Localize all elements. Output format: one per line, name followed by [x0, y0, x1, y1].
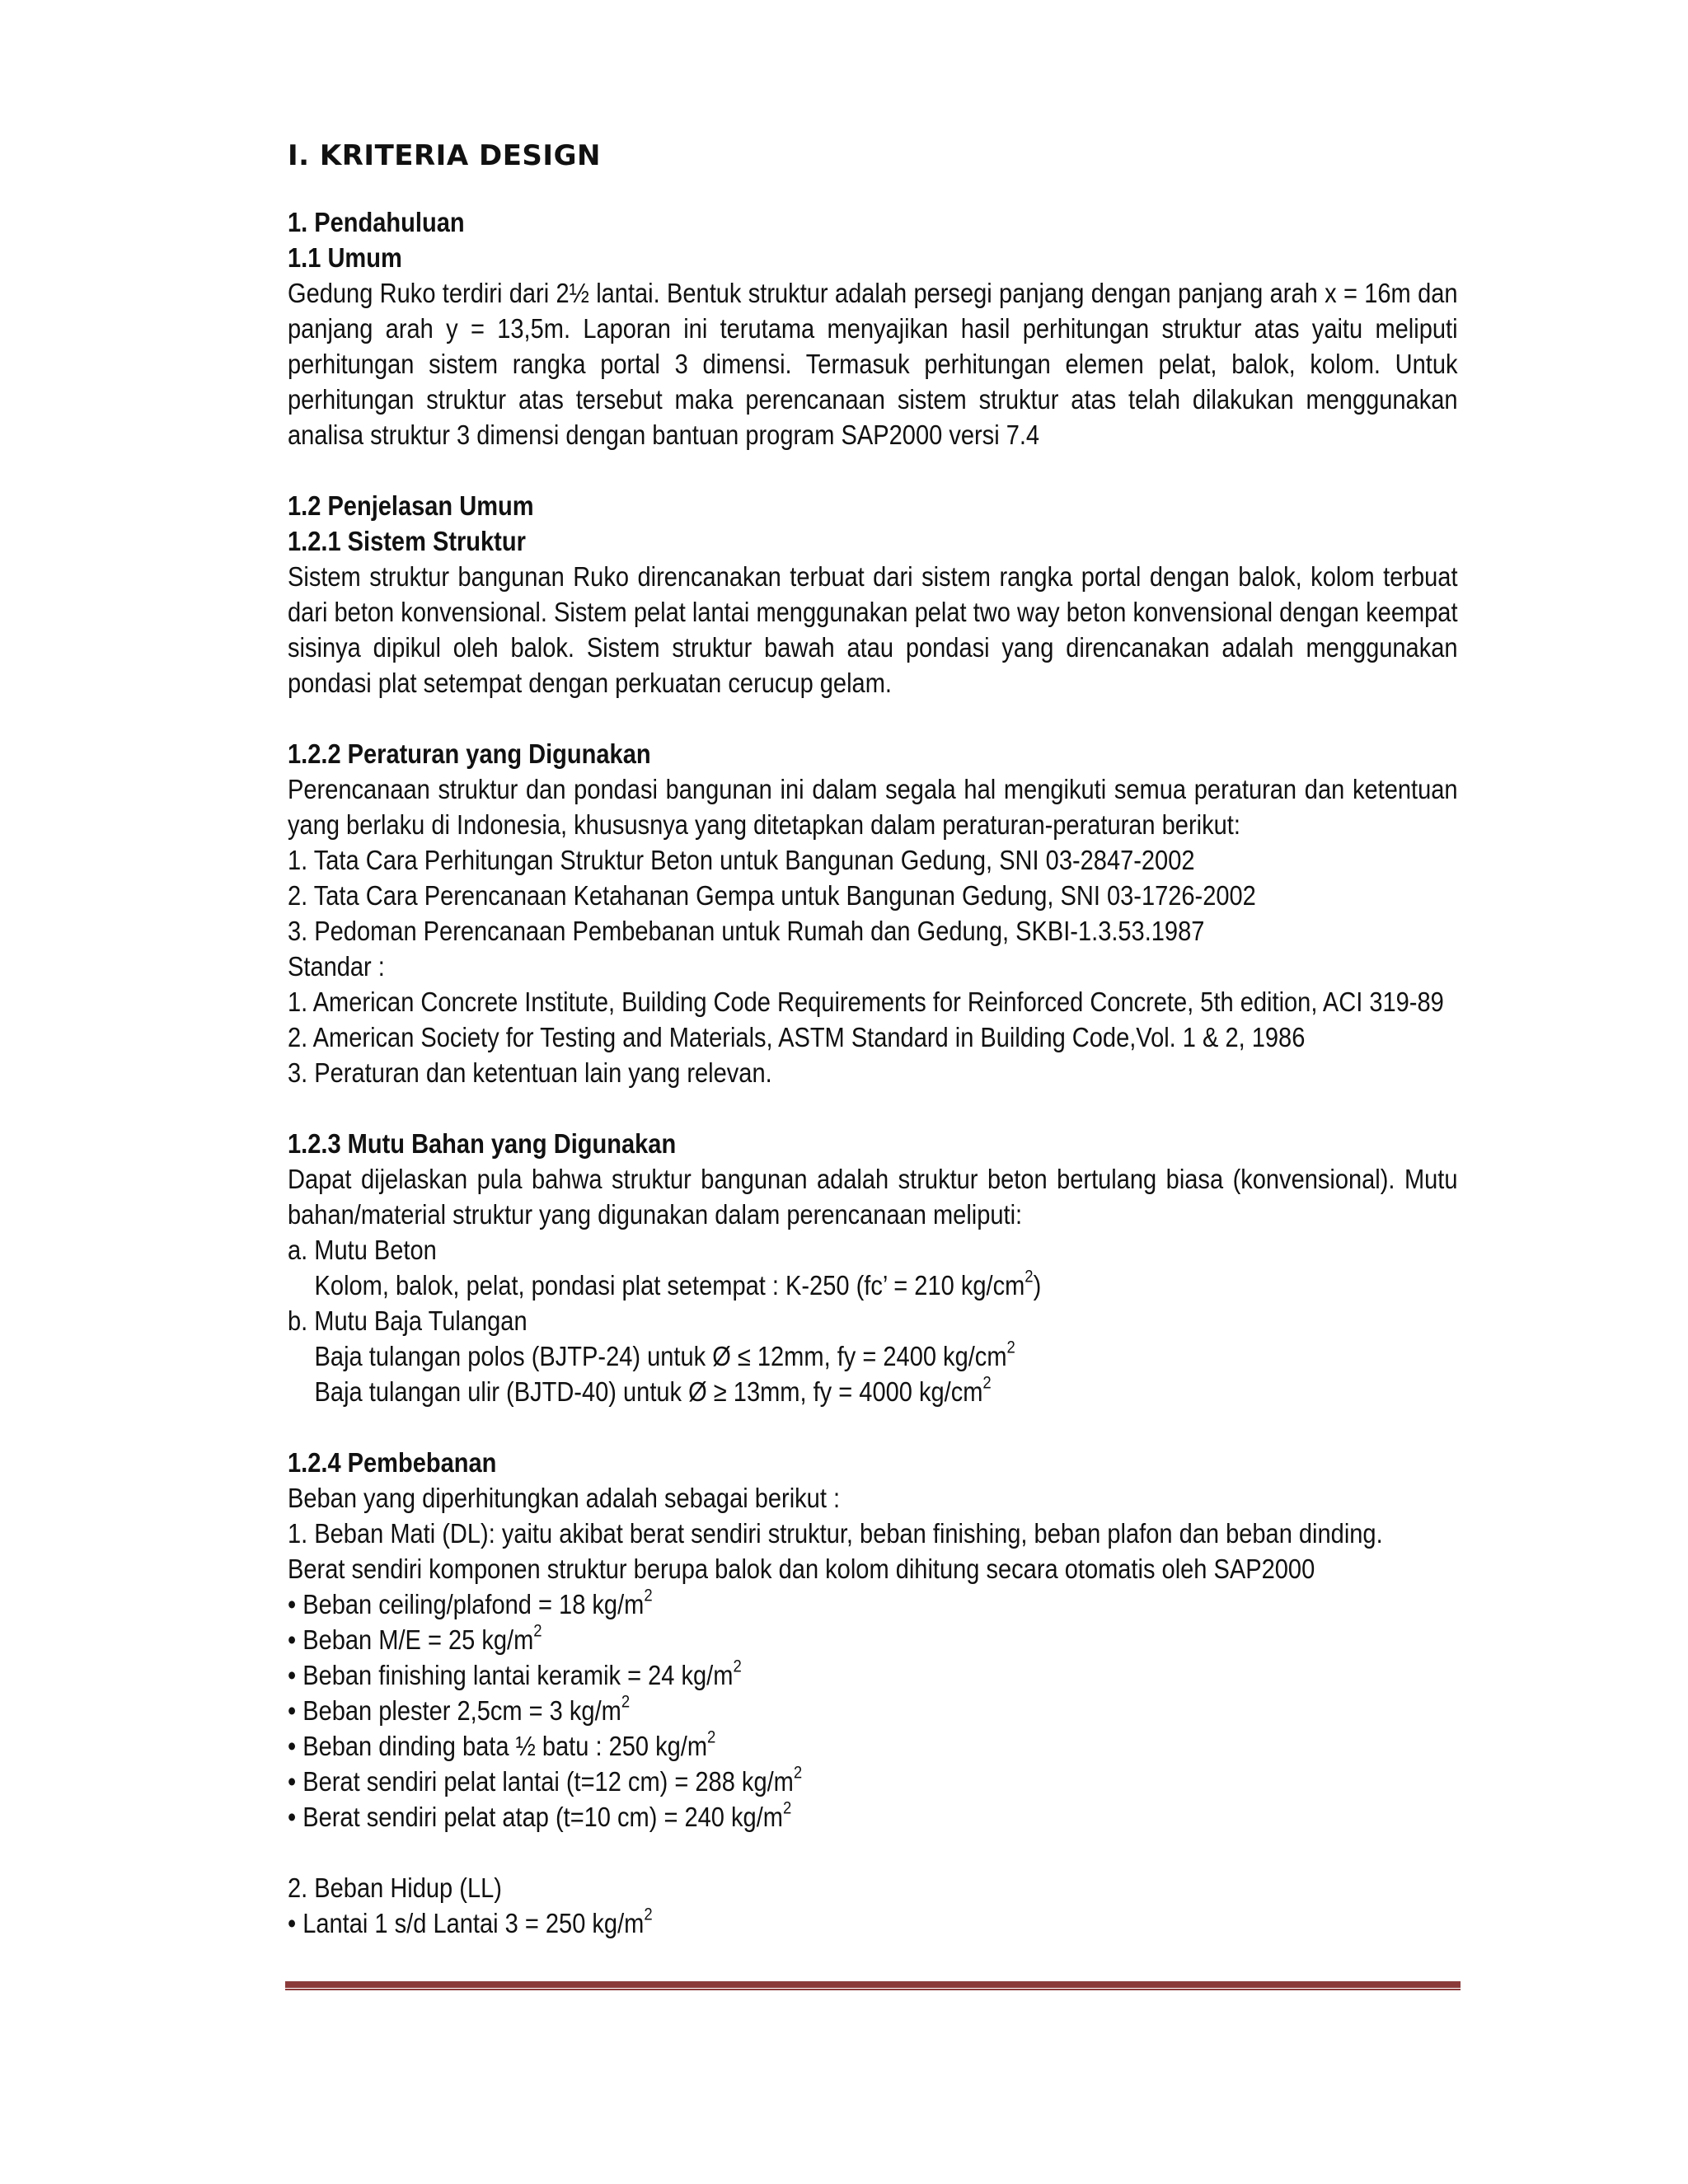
- subsection-heading-mutu-bahan: 1.2.3 Mutu Bahan yang Digunakan: [288, 1128, 677, 1159]
- subsection-heading-pembebanan: 1.2.4 Pembebanan: [288, 1447, 497, 1478]
- standard-item: 1. American Concrete Institute, Building Code Requirements for Reinforced Concrete, 5th edition, ACI 319-89: [288, 987, 1444, 1017]
- rule-item: 1. Tata Cara Perhitungan Struktur Beton untuk Bangunan Gedung, SNI 03-2847-2002: [288, 845, 1195, 875]
- dead-load-item: [288, 1693, 1458, 1728]
- section-heading-pendahuluan: 1. Pendahuluan: [288, 207, 465, 237]
- dead-load-text: • Beban M/E = 25 kg/m: [288, 1624, 534, 1655]
- standard-item: 2. American Society for Testing and Materials, ASTM Standard in Building Code,Vol. 1 & 2, 1986: [288, 1022, 1306, 1052]
- subsection-heading-sistem-struktur: 1.2.1 Sistem Struktur: [288, 526, 526, 556]
- subsection-heading-peraturan: 1.2.2 Peraturan yang Digunakan: [288, 738, 651, 769]
- superscript: 2: [644, 1586, 653, 1605]
- dead-load-item: [288, 1764, 1458, 1799]
- superscript: 2: [733, 1657, 742, 1676]
- closing-paren: ): [1033, 1270, 1042, 1301]
- superscript: 2: [793, 1763, 803, 1783]
- superscript: 2: [621, 1692, 631, 1712]
- superscript: 2: [982, 1373, 992, 1393]
- dead-load-text: • Beban dinding bata ½ batu : 250 kg/m: [288, 1731, 708, 1761]
- mutu-beton-detail: [288, 1268, 1484, 1303]
- dead-load-text: • Berat sendiri pelat lantai (t=12 cm) = 288 kg/m: [288, 1766, 794, 1797]
- footer-rule: [285, 1981, 1461, 1990]
- dead-load-title: 1. Beban Mati (DL): yaitu akibat berat sendiri struktur, beban finishing, beban plafon dan beban dinding.: [288, 1518, 1383, 1549]
- paragraph-sistem-struktur: Sistem struktur bangunan Ruko direncanakan terbuat dari sistem rangka portal dengan balok, kolom terbuat dari beton konvensional. Sistem pelat lantai menggunakan pelat two way beton konvensional dengan keempat sisinya dipikul oleh balok. Sistem struktur bawah atau pondasi yang direncanakan adalah menggunakan pondasi plat setempat dengan perkuatan cerucup gelam.: [288, 561, 1458, 698]
- superscript: 2: [1025, 1267, 1034, 1286]
- baja-ulir-text: Baja tulangan ulir (BJTD-40) untuk Ø ≥ 13mm, fy = 4000 kg/cm: [314, 1376, 983, 1407]
- dead-load-item: [288, 1586, 1458, 1622]
- mutu-beton-label: a. Mutu Beton: [288, 1235, 437, 1265]
- dead-load-item: [288, 1657, 1458, 1693]
- superscript: 2: [644, 1905, 653, 1924]
- mutu-beton-detail-text: Kolom, balok, pelat, pondasi plat setempat : K-250 (fc’ = 210 kg/cm: [314, 1270, 1025, 1301]
- live-load-item: [288, 1905, 1458, 1941]
- paragraph-umum: Gedung Ruko terdiri dari 2½ lantai. Bentuk struktur adalah persegi panjang dengan panjang arah x = 16m dan panjang arah y = 13,5m. Laporan ini terutama menyajikan hasil perhitungan struktur atas yaitu meliputi perhitungan sistem rangka portal 3 dimensi. Termasuk perhitungan elemen pelat, balok, kolom. Untuk perhitungan struktur atas tersebut maka perencanaan sistem struktur atas telah dilakukan menggunakan analisa struktur 3 dimensi dengan bantuan program SAP2000 versi 7.4: [288, 278, 1458, 450]
- live-load-text: • Lantai 1 s/d Lantai 3 = 250 kg/m: [288, 1908, 645, 1938]
- spacer: [288, 452, 1458, 488]
- standard-item: 3. Peraturan dan ketentuan lain yang relevan.: [288, 1057, 772, 1088]
- superscript: 2: [782, 1798, 792, 1818]
- rule-item: 3. Pedoman Perencanaan Pembebanan untuk Rumah dan Gedung, SKBI-1.3.53.1987: [288, 916, 1205, 946]
- spacer: [288, 1090, 1458, 1126]
- dead-load-item: [288, 1799, 1458, 1835]
- rule-item: 2. Tata Cara Perencanaan Ketahanan Gempa untuk Bangunan Gedung, SNI 03-1726-2002: [288, 880, 1256, 911]
- spacer: [288, 1835, 1458, 1870]
- pembebanan-intro: Beban yang diperhitungkan adalah sebagai berikut :: [288, 1483, 841, 1513]
- paragraph-mutu-bahan: Dapat dijelaskan pula bahwa struktur bangunan adalah struktur beton bertulang biasa (konvensional). Mutu bahan/material struktur yang digunakan dalam perencanaan meliputi:: [288, 1164, 1458, 1230]
- dead-load-text: • Berat sendiri pelat atap (t=10 cm) = 240 kg/m: [288, 1802, 783, 1832]
- paragraph-peraturan: Perencanaan struktur dan pondasi bangunan ini dalam segala hal mengikuti semua peraturan dan ketentuan yang berlaku di Indonesia, khususnya yang ditetapkan dalam peraturan-peraturan berikut:: [288, 774, 1458, 840]
- live-load-title: 2. Beban Hidup (LL): [288, 1872, 502, 1903]
- mutu-baja-label: b. Mutu Baja Tulangan: [288, 1305, 528, 1336]
- section-heading-penjelasan-umum: 1.2 Penjelasan Umum: [288, 490, 534, 521]
- subsection-heading-umum: 1.1 Umum: [288, 242, 402, 273]
- dead-load-text: • Beban plester 2,5cm = 3 kg/m: [288, 1695, 621, 1726]
- dead-load-item: [288, 1622, 1458, 1657]
- dead-load-item: [288, 1728, 1458, 1764]
- superscript: 2: [707, 1727, 716, 1747]
- dead-load-text: • Beban ceiling/plafond = 18 kg/m: [288, 1589, 645, 1619]
- baja-ulir-detail: [288, 1374, 1484, 1409]
- footer-rule-thick: [285, 1981, 1461, 1988]
- superscript: 2: [533, 1621, 542, 1641]
- standar-label: Standar :: [288, 951, 385, 982]
- footer-rule-thin: [285, 1989, 1461, 1990]
- spacer: [288, 1409, 1458, 1445]
- document-title: I. KRITERIA DESIGN: [288, 139, 601, 172]
- baja-polos-detail: [288, 1338, 1484, 1374]
- superscript: 2: [1006, 1338, 1015, 1357]
- document-page: [288, 138, 1458, 1941]
- dead-load-note: Berat sendiri komponen struktur berupa balok dan kolom dihitung secara otomatis oleh SAP2000: [288, 1554, 1315, 1584]
- dead-load-text: • Beban finishing lantai keramik = 24 kg/m: [288, 1660, 734, 1690]
- spacer: [288, 701, 1458, 736]
- baja-polos-text: Baja tulangan polos (BJTP-24) untuk Ø ≤ 12mm, fy = 2400 kg/cm: [314, 1341, 1007, 1371]
